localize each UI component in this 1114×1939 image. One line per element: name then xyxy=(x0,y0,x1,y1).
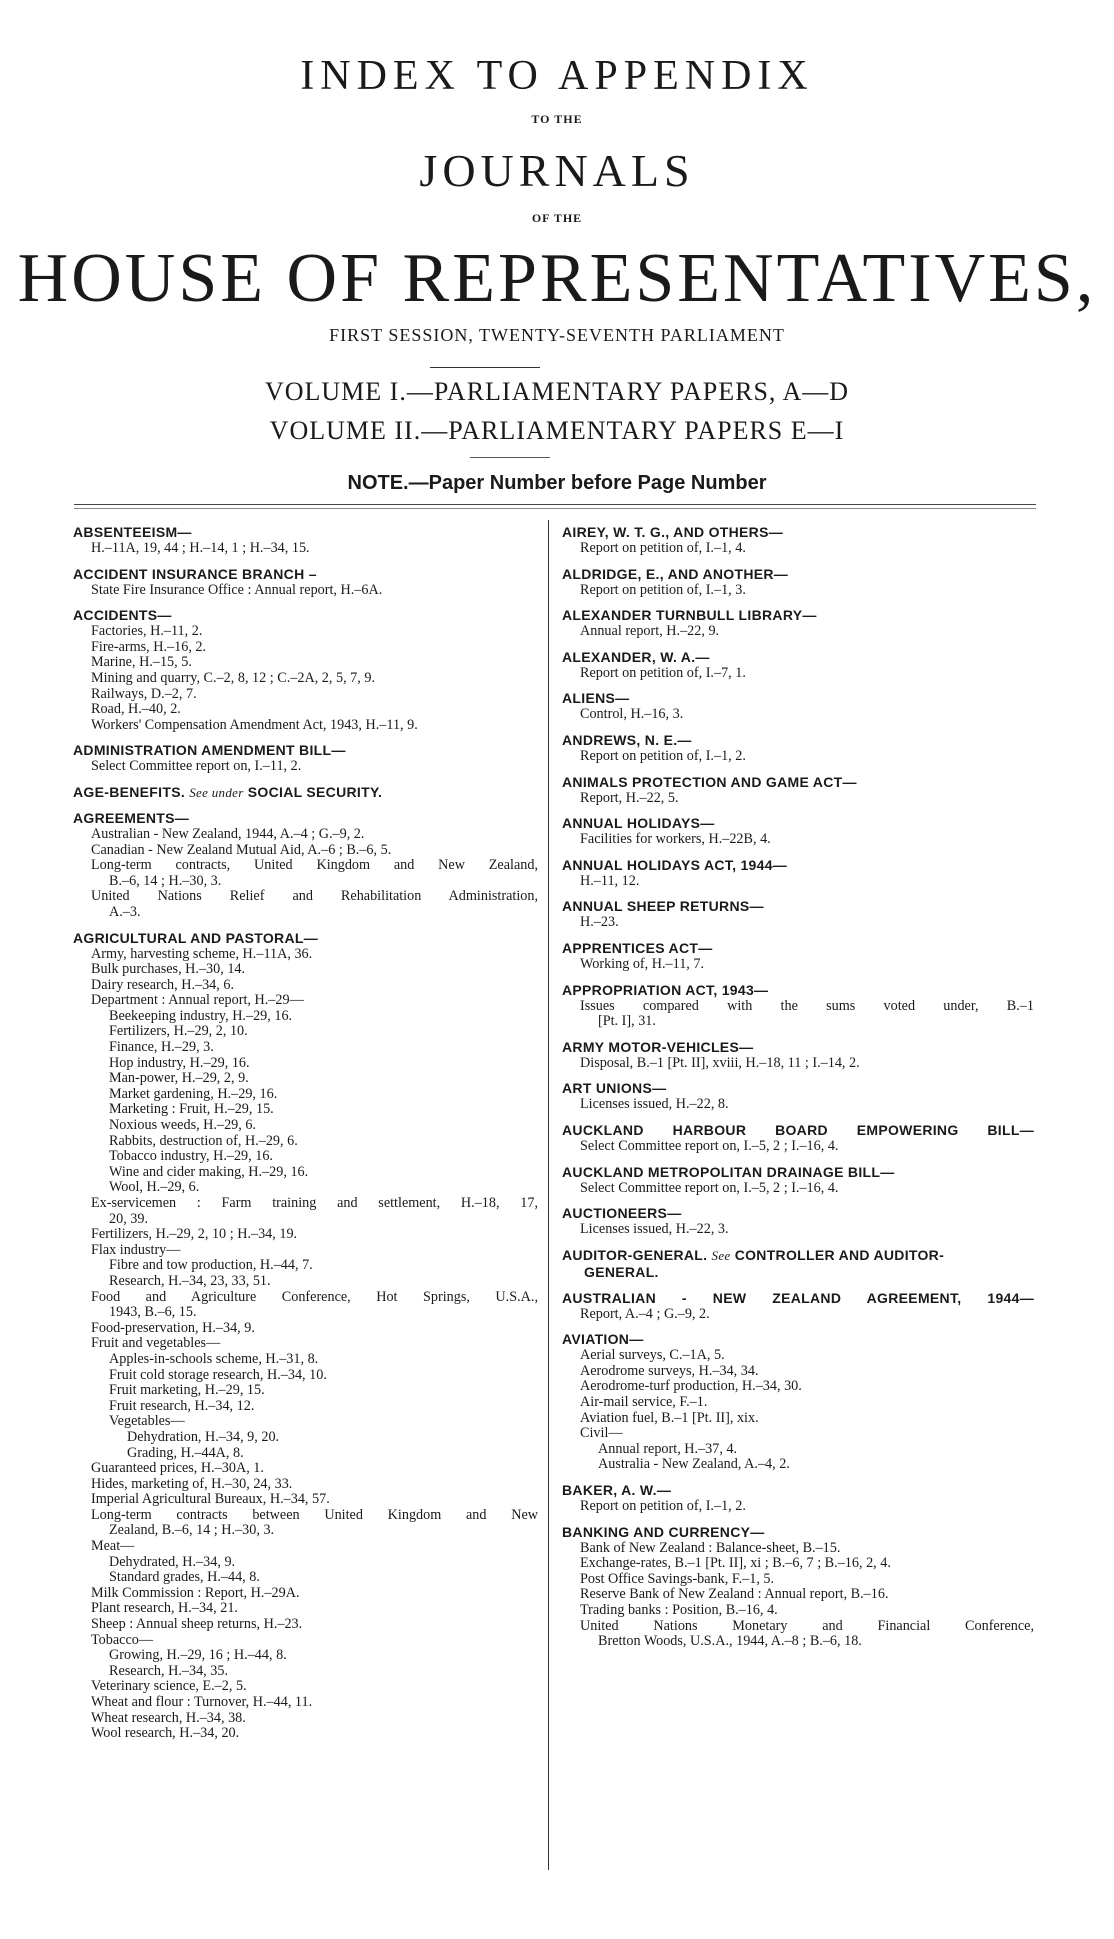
entry-line: Department : Annual report, H.–29— xyxy=(91,992,304,1009)
entry-heading xyxy=(562,1247,1034,1264)
note-line: NOTE.—Paper Number before Page Number xyxy=(347,472,767,494)
entry-line: Civil— xyxy=(580,1425,623,1442)
index-entry xyxy=(73,742,538,775)
index-entry xyxy=(562,1122,1034,1155)
entry-line: Meat— xyxy=(91,1538,135,1555)
entry-line: 20, 39. xyxy=(109,1210,149,1227)
entry-line: Guaranteed prices, H.–30A, 1. xyxy=(91,1460,264,1477)
entry-heading: ALEXANDER, W. A.— xyxy=(562,648,710,665)
entry-line: H.–11, 12. xyxy=(580,872,640,889)
index-entry xyxy=(562,1524,1034,1650)
entry-line: Sheep : Annual sheep returns, H.–23. xyxy=(91,1616,303,1633)
entry-heading: ANNUAL HOLIDAYS ACT, 1944— xyxy=(562,856,788,873)
entry-line: Air-mail service, F.–1. xyxy=(580,1394,708,1411)
entry-line: Disposal, B.–1 [Pt. II], xviii, H.–18, 11 ; I.–14, 2. xyxy=(580,1054,860,1071)
entry-line: Growing, H.–29, 16 ; H.–44, 8. xyxy=(109,1647,287,1664)
entry-line: Report on petition of, I.–1, 3. xyxy=(580,581,746,598)
entry-heading: ANNUAL HOLIDAYS— xyxy=(562,815,715,832)
entry-line: Veterinary science, E.–2, 5. xyxy=(91,1678,247,1695)
entry-line: Road, H.–40, 2. xyxy=(91,701,181,718)
entry-line: Market gardening, H.–29, 16. xyxy=(109,1085,278,1102)
entry-heading-cont: GENERAL. xyxy=(584,1263,659,1280)
entry-line: Report on petition of, I.–1, 4. xyxy=(580,540,746,556)
index-entry xyxy=(562,940,1034,973)
entry-line: Long-term contracts between United Kingdom and New xyxy=(91,1506,538,1523)
entry-line: Hop industry, H.–29, 16. xyxy=(109,1054,250,1071)
entry-heading: APPRENTICES ACT— xyxy=(562,939,713,956)
entry-line: Long-term contracts, United Kingdom and New Zealand, xyxy=(91,857,538,874)
entry-line: Select Committee report on, I.–5, 2 ; I.–16, 4. xyxy=(580,1137,839,1154)
entry-line: 1943, B.–6, 15. xyxy=(109,1304,197,1321)
entry-line: Beekeeping industry, H.–29, 16. xyxy=(109,1007,293,1024)
entry-heading xyxy=(73,784,538,801)
entry-heading: AVIATION— xyxy=(562,1331,644,1348)
index-entry xyxy=(562,1080,1034,1113)
entry-line: Fruit cold storage research, H.–34, 10. xyxy=(109,1366,327,1383)
entry-line: Aviation fuel, B.–1 [Pt. II], xix. xyxy=(580,1409,759,1426)
entry-line: Fertilizers, H.–29, 2, 10 ; H.–34, 19. xyxy=(91,1226,298,1243)
entry-heading: BANKING AND CURRENCY— xyxy=(562,1523,765,1540)
index-entry xyxy=(562,524,1034,557)
index-entry xyxy=(562,1205,1034,1238)
index-entry xyxy=(562,690,1034,723)
entry-line: Vegetables— xyxy=(109,1413,185,1430)
column-divider xyxy=(548,520,549,1870)
entry-line: Army, harvesting scheme, H.–11A, 36. xyxy=(91,945,313,962)
entry-line: Milk Commission : Report, H.–29A. xyxy=(91,1584,300,1601)
entry-line: Zealand, B.–6, 14 ; H.–30, 3. xyxy=(109,1522,275,1539)
entry-line: Dehydration, H.–34, 9, 20. xyxy=(127,1428,280,1445)
entry-heading: ACCIDENT INSURANCE BRANCH – xyxy=(73,565,317,582)
index-entry xyxy=(562,857,1034,890)
entry-line: Man-power, H.–29, 2, 9. xyxy=(109,1070,249,1087)
to-the-label: TO THE xyxy=(531,112,583,126)
index-entry xyxy=(562,1247,1034,1281)
entry-line: Australian - New Zealand, 1944, A.–4 ; G.–9, 2. xyxy=(91,825,365,842)
entry-heading: ANIMALS PROTECTION AND GAME ACT— xyxy=(562,773,857,790)
entry-heading: ALDRIDGE, E., AND ANOTHER— xyxy=(562,565,789,582)
session-subtitle: FIRST SESSION, TWENTY-SEVENTH PARLIAMENT xyxy=(329,325,785,345)
index-entry xyxy=(562,566,1034,599)
entry-line: Aerial surveys, C.–1A, 5. xyxy=(580,1347,725,1364)
entry-line: Licenses issued, H.–22, 3. xyxy=(580,1221,729,1238)
index-entry xyxy=(562,898,1034,931)
entry-line: Factories, H.–11, 2. xyxy=(91,623,203,640)
entry-line: [Pt. I], 31. xyxy=(598,1013,656,1030)
entry-line: Rabbits, destruction of, H.–29, 6. xyxy=(109,1132,298,1149)
index-entry xyxy=(562,649,1034,682)
entry-line: Marketing : Fruit, H.–29, 15. xyxy=(109,1101,274,1118)
entry-heading: ART UNIONS— xyxy=(562,1080,667,1097)
entry-line: Hides, marketing of, H.–30, 24, 33. xyxy=(91,1475,293,1492)
see-ref: See xyxy=(711,1247,731,1263)
index-entry xyxy=(562,732,1034,765)
header-divider-2 xyxy=(470,457,550,458)
entry-line: Railways, D.–2, 7. xyxy=(91,685,197,702)
entry-heading: ABSENTEEISM— xyxy=(73,524,192,540)
heading-text: AGE-BENEFITS. xyxy=(73,783,186,800)
entry-line: Facilities for workers, H.–22B, 4. xyxy=(580,831,771,848)
entry-heading: APPROPRIATION ACT, 1943— xyxy=(562,981,769,998)
entry-heading: BAKER, A. W.— xyxy=(562,1482,672,1499)
entry-heading: ADMINISTRATION AMENDMENT BILL— xyxy=(73,742,346,759)
entry-line: Apples-in-schools scheme, H.–31, 8. xyxy=(109,1350,319,1367)
entry-heading: ACCIDENTS— xyxy=(73,607,172,624)
entry-line: Food and Agriculture Conference, Hot Springs, U.S.A., xyxy=(91,1288,538,1305)
right-column xyxy=(562,524,1034,1659)
house-title: HOUSE OF REPRESENTATIVES, xyxy=(17,240,1097,317)
entry-heading: AUSTRALIAN - NEW ZEALAND AGREEMENT, 1944— xyxy=(562,1289,1034,1306)
left-column xyxy=(73,524,538,1751)
entry-line: United Nations Relief and Rehabilitation Administration, xyxy=(91,888,538,905)
index-entry xyxy=(73,810,538,921)
index-entry xyxy=(562,1482,1034,1515)
entry-heading: ALEXANDER TURNBULL LIBRARY— xyxy=(562,607,817,624)
entry-line: Dehydrated, H.–34, 9. xyxy=(109,1553,236,1570)
entry-line: Fire-arms, H.–16, 2. xyxy=(91,638,207,655)
entry-line: State Fire Insurance Office : Annual report, H.–6A. xyxy=(91,581,383,598)
entry-line: Fruit marketing, H.–29, 15. xyxy=(109,1382,265,1399)
index-entry xyxy=(73,524,538,557)
entry-line: Report on petition of, I.–1, 2. xyxy=(580,747,746,764)
header-divider xyxy=(430,367,540,368)
entry-line: Wool research, H.–34, 20. xyxy=(91,1725,240,1742)
entry-line: Post Office Savings-bank, F.–1, 5. xyxy=(580,1570,775,1587)
entry-line: Annual report, H.–22, 9. xyxy=(580,623,720,640)
entry-line: Report, A.–4 ; G.–9, 2. xyxy=(580,1305,710,1322)
entry-line: Issues compared with the sums voted under, B.–1 xyxy=(580,997,1034,1014)
entry-line: Bank of New Zealand : Balance-sheet, B.–15. xyxy=(580,1539,841,1556)
index-entry xyxy=(562,774,1034,807)
entry-line: Bretton Woods, U.S.A., 1944, A.–8 ; B.–6, 18. xyxy=(598,1633,862,1650)
index-entry xyxy=(562,1039,1034,1072)
entry-line: Imperial Agricultural Bureaux, H.–34, 57. xyxy=(91,1491,330,1508)
entry-line: Report on petition of, I.–1, 2. xyxy=(580,1498,746,1515)
entry-line: Wine and cider making, H.–29, 16. xyxy=(109,1163,309,1180)
index-entry xyxy=(73,566,538,599)
entry-line: Mining and quarry, C.–2, 8, 12 ; C.–2A, 2, 5, 7, 9. xyxy=(91,669,375,686)
entry-heading: AUCKLAND METROPOLITAN DRAINAGE BILL— xyxy=(562,1163,895,1180)
entry-heading: AGREEMENTS— xyxy=(73,809,190,826)
entry-heading: ANNUAL SHEEP RETURNS— xyxy=(562,898,764,915)
entry-line: Flax industry— xyxy=(91,1241,181,1258)
entry-line: Ex-servicemen : Farm training and settlement, H.–18, 17, xyxy=(91,1195,538,1211)
cross-ref-text: CONTROLLER AND AUDITOR- xyxy=(734,1246,945,1263)
entry-line: Grading, H.–44A, 8. xyxy=(127,1444,244,1461)
entry-line: Wheat and flour : Turnover, H.–44, 11. xyxy=(91,1694,313,1710)
entry-line: Annual report, H.–37, 4. xyxy=(598,1440,738,1457)
entry-line: Standard grades, H.–44, 8. xyxy=(109,1569,260,1586)
entry-line: United Nations Monetary and Financial Conference, xyxy=(580,1617,1034,1634)
entry-line: Select Committee report on, I.–11, 2. xyxy=(91,758,302,775)
see-under-ref: See under xyxy=(189,784,244,800)
entry-line: Research, H.–34, 23, 33, 51. xyxy=(109,1272,271,1289)
entry-heading: ARMY MOTOR-VEHICLES— xyxy=(562,1038,754,1055)
entry-line: Marine, H.–15, 5. xyxy=(91,654,192,671)
entry-line: Licenses issued, H.–22, 8. xyxy=(580,1096,729,1113)
heading-text: AUDITOR-GENERAL. xyxy=(562,1246,708,1263)
entry-line: A.–3. xyxy=(109,903,141,920)
entry-line: Research, H.–34, 35. xyxy=(109,1662,228,1679)
entry-line: Fertilizers, H.–29, 2, 10. xyxy=(109,1023,248,1040)
index-entry xyxy=(562,1164,1034,1197)
index-entry xyxy=(562,815,1034,848)
entry-line: Fruit and vegetables— xyxy=(91,1335,221,1352)
volume-2-line: VOLUME II.—PARLIAMENTARY PAPERS E—I xyxy=(269,416,845,445)
entry-line: Control, H.–16, 3. xyxy=(580,706,684,723)
cross-ref-text: SOCIAL SECURITY. xyxy=(247,783,383,800)
entry-line: Trading banks : Position, B.–16, 4. xyxy=(580,1602,778,1618)
entry-heading: ALIENS— xyxy=(562,690,630,707)
entry-line: Aerodrome-turf production, H.–34, 30. xyxy=(580,1378,802,1395)
entry-heading: AGRICULTURAL AND PASTORAL— xyxy=(73,929,319,946)
entry-line: Noxious weeds, H.–29, 6. xyxy=(109,1117,256,1134)
entry-heading: AUCKLAND HARBOUR BOARD EMPOWERING BILL— xyxy=(562,1121,1034,1138)
index-title: INDEX TO APPENDIX xyxy=(300,53,814,99)
index-entry xyxy=(562,982,1034,1030)
entry-line: Finance, H.–29, 3. xyxy=(109,1039,214,1056)
entry-line: Plant research, H.–34, 21. xyxy=(91,1600,238,1617)
journals-title: JOURNALS xyxy=(419,145,695,196)
entry-line: Reserve Bank of New Zealand : Annual report, B.–16. xyxy=(580,1586,889,1603)
entry-line: Tobacco industry, H.–29, 16. xyxy=(109,1148,273,1165)
index-entry xyxy=(562,1290,1034,1323)
of-the-label: OF THE xyxy=(531,211,583,225)
entry-line: Fruit research, H.–34, 12. xyxy=(109,1397,255,1414)
index-entry xyxy=(562,1331,1034,1473)
entry-line: Canadian - New Zealand Mutual Aid, A.–6 ; B.–6, 5. xyxy=(91,841,392,858)
index-entry xyxy=(73,607,538,733)
top-rule-2 xyxy=(74,508,1036,509)
entry-line: Wheat research, H.–34, 38. xyxy=(91,1709,246,1726)
entry-line: Exchange-rates, B.–1 [Pt. II], xi ; B.–6, 7 ; B.–16, 2, 4. xyxy=(580,1555,891,1572)
entry-line: Bulk purchases, H.–30, 14. xyxy=(91,961,246,978)
entry-heading: AIREY, W. T. G., AND OTHERS— xyxy=(562,524,784,540)
entry-line: Working of, H.–11, 7. xyxy=(580,955,705,972)
index-entry xyxy=(73,784,538,801)
entry-line: Report, H.–22, 5. xyxy=(580,789,679,806)
entry-line: Select Committee report on, I.–5, 2 ; I.–16, 4. xyxy=(580,1179,839,1196)
entry-line: H.–23. xyxy=(580,914,619,931)
entry-line: Dairy research, H.–34, 6. xyxy=(91,976,235,993)
entry-line: Aerodrome surveys, H.–34, 34. xyxy=(580,1362,759,1379)
index-entry xyxy=(73,930,538,1742)
entry-line: Fibre and tow production, H.–44, 7. xyxy=(109,1257,313,1274)
top-rule xyxy=(74,504,1036,505)
volume-1-line: VOLUME I.—PARLIAMENTARY PAPERS, A—D xyxy=(264,377,850,406)
index-entry xyxy=(562,607,1034,640)
entry-line: Report on petition of, I.–7, 1. xyxy=(580,664,746,681)
entry-line: Food-preservation, H.–34, 9. xyxy=(91,1319,255,1336)
entry-line: H.–11A, 19, 44 ; H.–14, 1 ; H.–34, 15. xyxy=(91,540,310,556)
entry-line: Tobacco— xyxy=(91,1631,154,1648)
entry-line: Wool, H.–29, 6. xyxy=(109,1179,200,1196)
entry-heading: AUCTIONEERS— xyxy=(562,1205,682,1222)
entry-line: Workers' Compensation Amendment Act, 1943, H.–11, 9. xyxy=(91,716,418,733)
entry-line: B.–6, 14 ; H.–30, 3. xyxy=(109,872,222,889)
entry-line: Australia - New Zealand, A.–4, 2. xyxy=(598,1456,790,1473)
entry-heading: ANDREWS, N. E.— xyxy=(562,731,692,748)
